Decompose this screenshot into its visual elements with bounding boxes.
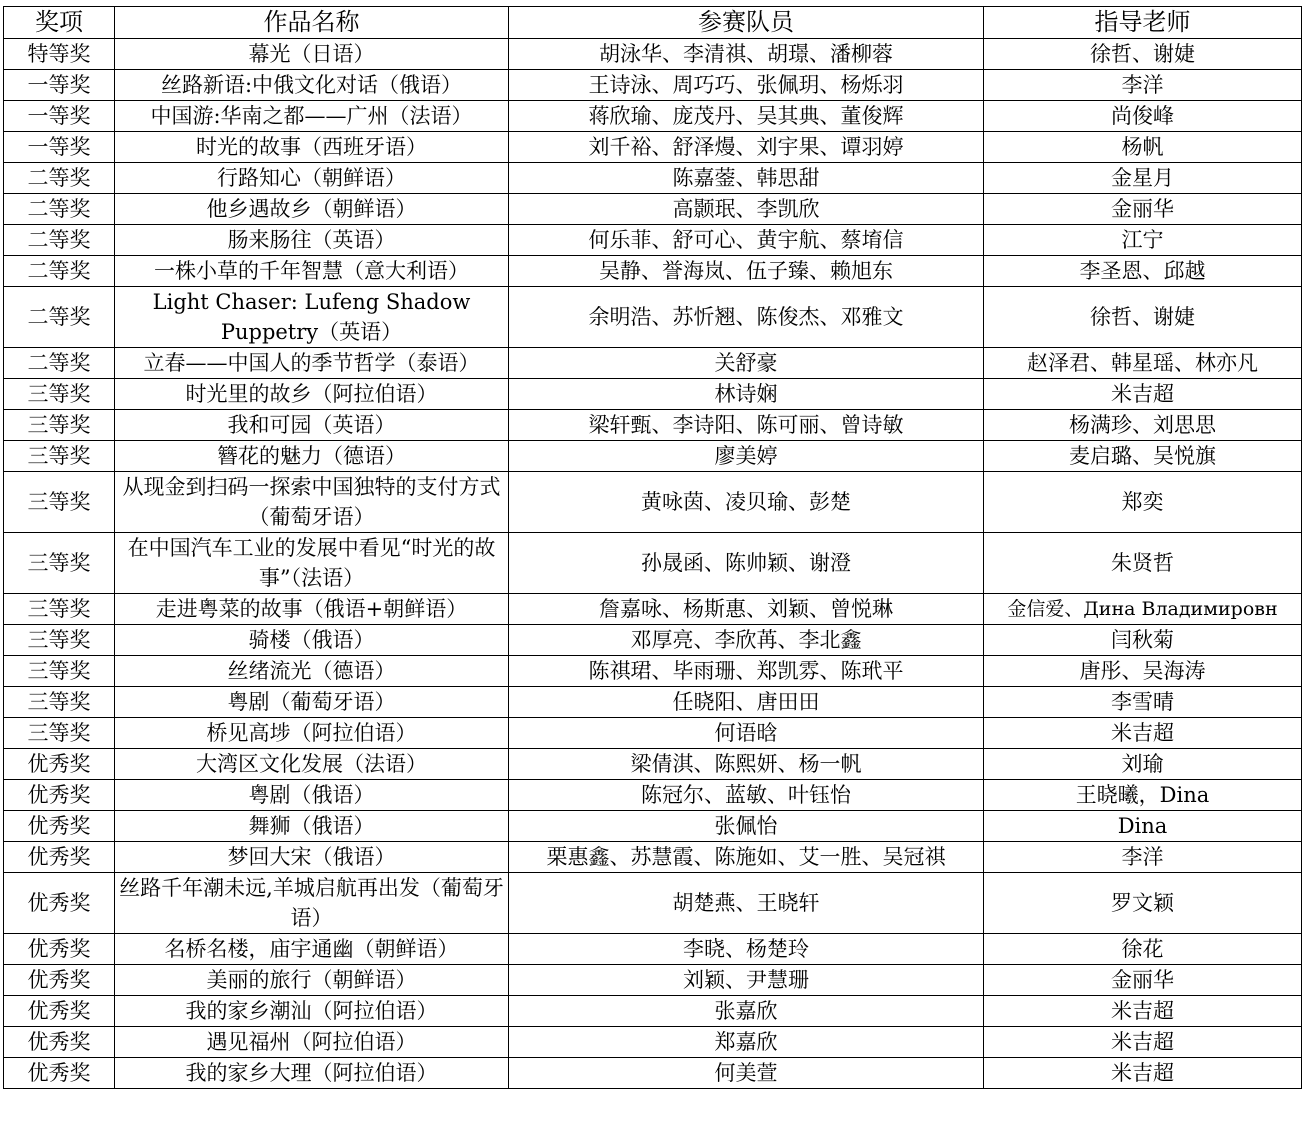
table-row (4, 472, 1302, 533)
teachers-cell: 徐花 (984, 934, 1302, 965)
table-row (4, 101, 1302, 132)
work-title-cell: 走进粤菜的故事（俄语+朝鲜语） (115, 594, 509, 625)
work-title-cell: 丝路千年潮未远,羊城启航再出发（葡萄牙语） (115, 873, 509, 934)
members-cell: 梁轩甄、李诗阳、陈可丽、曾诗敏 (509, 410, 984, 441)
members-cell: 余明浩、苏忻翘、陈俊杰、邓雅文 (509, 287, 984, 348)
award-cell: 优秀奖 (4, 1027, 115, 1058)
members-cell: 吴静、誉海岚、伍子臻、赖旭东 (509, 256, 984, 287)
award-cell: 三等奖 (4, 718, 115, 749)
teachers-cell: 金信爱、Дина Владимировн (984, 594, 1302, 625)
table-row (4, 39, 1302, 70)
work-title-cell: 立春——中国人的季节哲学（泰语） (115, 348, 509, 379)
award-cell: 优秀奖 (4, 780, 115, 811)
work-title-cell: 丝绪流光（德语） (115, 656, 509, 687)
work-title-cell: 桥见高埗（阿拉伯语） (115, 718, 509, 749)
teachers-cell: 郑奕 (984, 472, 1302, 533)
teachers-cell: 罗文颖 (984, 873, 1302, 934)
table-row (4, 873, 1302, 934)
members-cell: 何乐菲、舒可心、黄宇航、蔡堉信 (509, 225, 984, 256)
members-cell: 刘千裕、舒泽熳、刘宇果、谭羽婷 (509, 132, 984, 163)
members-cell: 栗惠鑫、苏慧霞、陈施如、艾一胜、吴冠祺 (509, 842, 984, 873)
teachers-cell: 王晓曦，Dina (984, 780, 1302, 811)
teachers-cell: 杨帆 (984, 132, 1302, 163)
award-cell: 二等奖 (4, 225, 115, 256)
members-cell: 陈冠尔、蓝敏、叶钰怡 (509, 780, 984, 811)
header-award: 奖项 (4, 7, 115, 39)
work-title-cell: 粤剧（葡萄牙语） (115, 687, 509, 718)
award-cell: 一等奖 (4, 101, 115, 132)
table-row (4, 965, 1302, 996)
teachers-cell: 李洋 (984, 70, 1302, 101)
award-cell: 三等奖 (4, 379, 115, 410)
work-title-cell: 中国游:华南之都——广州（法语） (115, 101, 509, 132)
work-title-cell: 幕光（日语） (115, 39, 509, 70)
award-cell: 三等奖 (4, 472, 115, 533)
table-row (4, 594, 1302, 625)
members-cell: 林诗娴 (509, 379, 984, 410)
members-cell: 胡泳华、李清祺、胡璟、潘柳蓉 (509, 39, 984, 70)
work-title-cell: 时光的故事（西班牙语） (115, 132, 509, 163)
award-cell: 一等奖 (4, 132, 115, 163)
members-cell: 张嘉欣 (509, 996, 984, 1027)
work-title-cell: 簪花的魅力（德语） (115, 441, 509, 472)
work-title-cell: 丝路新语:中俄文化对话（俄语） (115, 70, 509, 101)
award-cell: 二等奖 (4, 287, 115, 348)
members-cell: 李晓、杨楚玲 (509, 934, 984, 965)
members-cell: 张佩怡 (509, 811, 984, 842)
table-row (4, 934, 1302, 965)
table-row (4, 1058, 1302, 1089)
members-cell: 何美萱 (509, 1058, 984, 1089)
members-cell: 郑嘉欣 (509, 1027, 984, 1058)
table-row (4, 780, 1302, 811)
members-cell: 黄咏茵、凌贝瑜、彭楚 (509, 472, 984, 533)
award-cell: 三等奖 (4, 594, 115, 625)
award-cell: 三等奖 (4, 441, 115, 472)
award-cell: 三等奖 (4, 687, 115, 718)
award-cell: 三等奖 (4, 625, 115, 656)
teachers-cell: 金星月 (984, 163, 1302, 194)
award-cell: 三等奖 (4, 410, 115, 441)
members-cell: 陈嘉蓥、韩思甜 (509, 163, 984, 194)
teachers-cell: 徐哲、谢婕 (984, 287, 1302, 348)
table-row (4, 996, 1302, 1027)
award-cell: 二等奖 (4, 348, 115, 379)
header-row (4, 7, 1302, 39)
teachers-cell: 金丽华 (984, 965, 1302, 996)
teachers-cell: 唐彤、吴海涛 (984, 656, 1302, 687)
teachers-cell: 杨满珍、刘思思 (984, 410, 1302, 441)
teachers-cell: 米吉超 (984, 1058, 1302, 1089)
teachers-cell: Dina (984, 811, 1302, 842)
teachers-cell: 金丽华 (984, 194, 1302, 225)
award-cell: 二等奖 (4, 163, 115, 194)
teachers-cell: 米吉超 (984, 718, 1302, 749)
work-title-cell: 大湾区文化发展（法语） (115, 749, 509, 780)
teachers-cell: 江宁 (984, 225, 1302, 256)
work-title-cell: 我和可园（英语） (115, 410, 509, 441)
members-cell: 何语晗 (509, 718, 984, 749)
award-cell: 三等奖 (4, 533, 115, 594)
table-row (4, 687, 1302, 718)
members-cell: 陈祺珺、毕雨珊、郑凯雰、陈玳平 (509, 656, 984, 687)
award-cell: 三等奖 (4, 656, 115, 687)
teachers-cell: 李圣恩、邱越 (984, 256, 1302, 287)
table-row (4, 225, 1302, 256)
teachers-cell: 李洋 (984, 842, 1302, 873)
table-row (4, 194, 1302, 225)
teachers-cell: 李雪晴 (984, 687, 1302, 718)
work-title-cell: 骑楼（俄语） (115, 625, 509, 656)
teachers-cell: 刘瑜 (984, 749, 1302, 780)
award-cell: 优秀奖 (4, 842, 115, 873)
table-row (4, 749, 1302, 780)
members-cell: 刘颖、尹慧珊 (509, 965, 984, 996)
award-cell: 优秀奖 (4, 996, 115, 1027)
members-cell: 孙晟函、陈帅颖、谢澄 (509, 533, 984, 594)
members-cell: 关舒豪 (509, 348, 984, 379)
table-body (4, 39, 1302, 1089)
table-row (4, 379, 1302, 410)
work-title-cell: 遇见福州（阿拉伯语） (115, 1027, 509, 1058)
work-title-cell: Light Chaser: Lufeng Shadow Puppetry（英语） (115, 287, 509, 348)
work-title-cell: 粤剧（俄语） (115, 780, 509, 811)
table-row (4, 533, 1302, 594)
members-cell: 梁倩淇、陈熙妍、杨一帆 (509, 749, 984, 780)
table-row (4, 256, 1302, 287)
header-work: 作品名称 (115, 7, 509, 39)
table-row (4, 656, 1302, 687)
award-cell: 优秀奖 (4, 965, 115, 996)
award-cell: 一等奖 (4, 70, 115, 101)
teachers-cell: 朱贤哲 (984, 533, 1302, 594)
teachers-cell: 赵泽君、韩星瑶、林亦凡 (984, 348, 1302, 379)
work-title-cell: 舞狮（俄语） (115, 811, 509, 842)
work-title-cell: 名桥名楼，庙宇通幽（朝鲜语） (115, 934, 509, 965)
members-cell: 邓厚亮、李欣苒、李北鑫 (509, 625, 984, 656)
award-cell: 优秀奖 (4, 749, 115, 780)
award-cell: 优秀奖 (4, 811, 115, 842)
table-row (4, 441, 1302, 472)
header-teachers: 指导老师 (984, 7, 1302, 39)
work-title-cell: 行路知心（朝鲜语） (115, 163, 509, 194)
award-cell: 优秀奖 (4, 873, 115, 934)
teachers-cell: 尚俊峰 (984, 101, 1302, 132)
work-title-cell: 我的家乡大理（阿拉伯语） (115, 1058, 509, 1089)
members-cell: 胡楚燕、王晓轩 (509, 873, 984, 934)
table-row (4, 132, 1302, 163)
teachers-cell: 麦启璐、吴悦旗 (984, 441, 1302, 472)
members-cell: 任晓阳、唐田田 (509, 687, 984, 718)
members-cell: 高颢珉、李凯欣 (509, 194, 984, 225)
award-cell: 二等奖 (4, 256, 115, 287)
table-row (4, 70, 1302, 101)
members-cell: 蒋欣瑜、庞茂丹、吴其典、董俊辉 (509, 101, 984, 132)
award-cell: 二等奖 (4, 194, 115, 225)
work-title-cell: 肠来肠往（英语） (115, 225, 509, 256)
award-cell: 优秀奖 (4, 1058, 115, 1089)
awards-table (3, 6, 1302, 1089)
teachers-cell: 徐哲、谢婕 (984, 39, 1302, 70)
work-title-cell: 在中国汽车工业的发展中看见“时光的故事”（法语） (115, 533, 509, 594)
members-cell: 廖美婷 (509, 441, 984, 472)
teachers-cell: 米吉超 (984, 996, 1302, 1027)
work-title-cell: 美丽的旅行（朝鲜语） (115, 965, 509, 996)
work-title-cell: 从现金到扫码一探索中国独特的支付方式（葡萄牙语） (115, 472, 509, 533)
teachers-cell: 闫秋菊 (984, 625, 1302, 656)
teachers-cell: 米吉超 (984, 1027, 1302, 1058)
table-row (4, 625, 1302, 656)
work-title-cell: 他乡遇故乡（朝鲜语） (115, 194, 509, 225)
award-cell: 特等奖 (4, 39, 115, 70)
table-row (4, 718, 1302, 749)
table-row (4, 410, 1302, 441)
table-row (4, 842, 1302, 873)
table-row (4, 348, 1302, 379)
members-cell: 詹嘉咏、杨斯惠、刘颖、曾悦琳 (509, 594, 984, 625)
table-row (4, 1027, 1302, 1058)
award-cell: 优秀奖 (4, 934, 115, 965)
work-title-cell: 梦回大宋（俄语） (115, 842, 509, 873)
members-cell: 王诗泳、周巧巧、张佩玥、杨烁羽 (509, 70, 984, 101)
work-title-cell: 我的家乡潮汕（阿拉伯语） (115, 996, 509, 1027)
teachers-cell: 米吉超 (984, 379, 1302, 410)
table-row (4, 287, 1302, 348)
table-row (4, 811, 1302, 842)
work-title-cell: 一株小草的千年智慧（意大利语） (115, 256, 509, 287)
header-members: 参赛队员 (509, 7, 984, 39)
work-title-cell: 时光里的故乡（阿拉伯语） (115, 379, 509, 410)
table-row (4, 163, 1302, 194)
